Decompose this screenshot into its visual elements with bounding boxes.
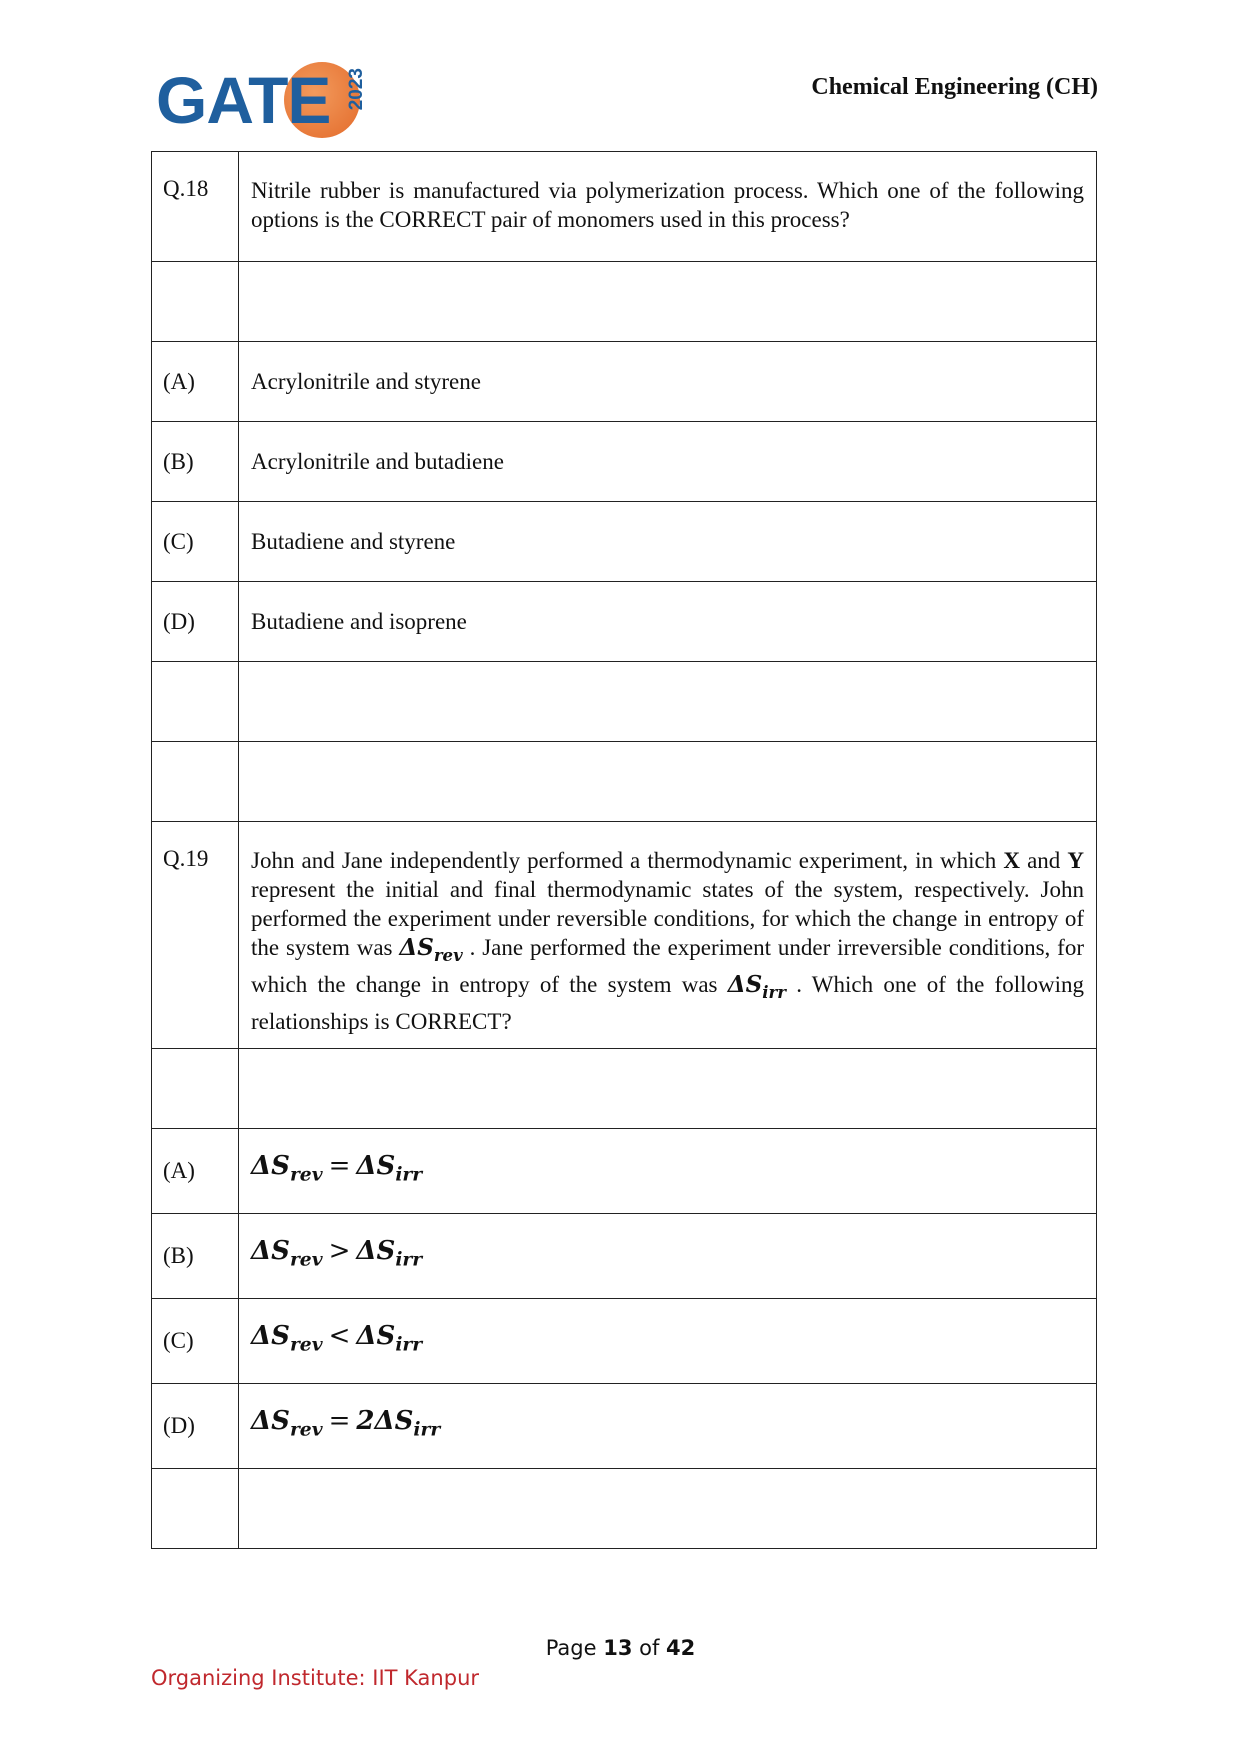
organizing-institute: Organizing Institute: IIT Kanpur	[151, 1666, 480, 1690]
option-label: (A)	[152, 1129, 239, 1214]
q18-row	[152, 152, 1097, 262]
q19-option-b[interactable]	[152, 1214, 1097, 1299]
question-table	[151, 151, 1097, 1549]
option-label: (C)	[152, 1299, 239, 1384]
q19-row	[152, 822, 1097, 1049]
option-label: (B)	[152, 422, 239, 502]
q19-text: John and Jane independently performed a thermodynamic experiment, in which X and Y represent the initial and final thermodynamic states of the system, respectively. John performed the experiment under reversible conditions, for which the change in entropy of the system was $\Delta S_{rev}$ . Jane performed the experiment under irreversible conditions, for which the change in entropy of the system was $\Delta S_{irr}$ . Which one of the following relationships is CORRECT?	[239, 822, 1097, 1049]
page-number: Page 13 of 42	[545, 1636, 696, 1660]
option-text: Butadiene and styrene	[239, 502, 1097, 582]
blank-row	[152, 1469, 1097, 1549]
q18-option-d[interactable]	[152, 582, 1097, 662]
logo-word: GATE	[156, 63, 331, 137]
delta-s-irr: $\Delta S_{irr}$	[727, 970, 786, 1002]
q19-option-c[interactable]	[152, 1299, 1097, 1384]
gate-2023-logo	[156, 60, 376, 140]
q19-number: Q.19	[152, 822, 239, 1049]
blank-row	[152, 742, 1097, 822]
option-label: (C)	[152, 502, 239, 582]
blank-row	[152, 662, 1097, 742]
option-label: (D)	[152, 582, 239, 662]
q18-number: Q.18	[152, 152, 239, 262]
option-label: (A)	[152, 342, 239, 422]
option-equation: $\Delta S_{rev} < \Delta S_{irr}$	[239, 1299, 1097, 1384]
blank-row	[152, 1049, 1097, 1129]
state-y: Y	[1067, 848, 1084, 873]
option-text: Acrylonitrile and styrene	[239, 342, 1097, 422]
option-equation: $\Delta S_{rev} = \Delta S_{irr}$	[239, 1129, 1097, 1214]
option-equation: $\Delta S_{rev} = 2\Delta S_{irr}$	[239, 1384, 1097, 1469]
blank-row	[152, 262, 1097, 342]
q19-option-a[interactable]	[152, 1129, 1097, 1214]
logo-year: 2023	[346, 68, 367, 111]
q18-option-a[interactable]	[152, 342, 1097, 422]
q18-text: Nitrile rubber is manufactured via polymerization process. Which one of the following options is the CORRECT pair of monomers used in this process?	[239, 152, 1097, 262]
subject-title: Chemical Engineering (CH)	[811, 74, 1098, 100]
q19-option-d[interactable]	[152, 1384, 1097, 1469]
option-equation: $\Delta S_{rev} > \Delta S_{irr}$	[239, 1214, 1097, 1299]
option-label: (D)	[152, 1384, 239, 1469]
delta-s-rev: $\Delta S_{rev}$	[399, 934, 463, 965]
q18-option-c[interactable]	[152, 502, 1097, 582]
q18-option-b[interactable]	[152, 422, 1097, 502]
state-x: X	[1003, 848, 1020, 873]
option-text: Acrylonitrile and butadiene	[239, 422, 1097, 502]
option-text: Butadiene and isoprene	[239, 582, 1097, 662]
option-label: (B)	[152, 1214, 239, 1299]
